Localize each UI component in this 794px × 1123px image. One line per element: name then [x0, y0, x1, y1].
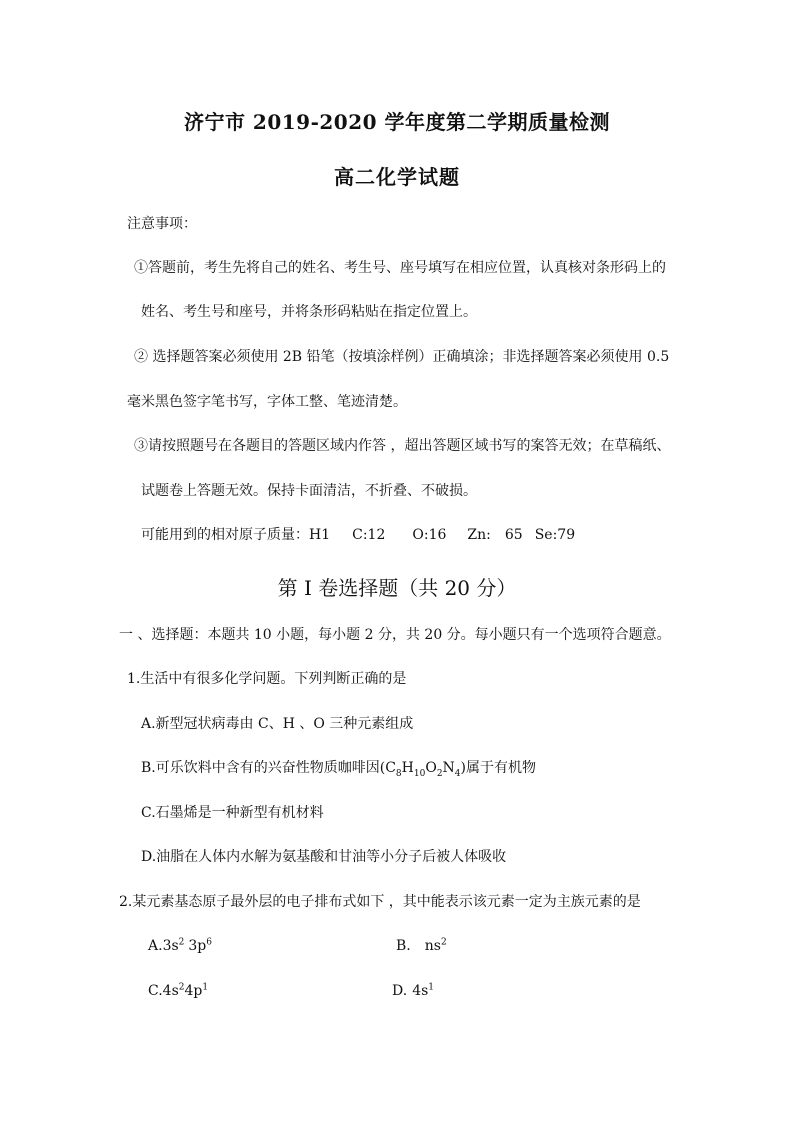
caffeine-formula — [385, 760, 461, 779]
q2-option-c-label: C. — [148, 983, 163, 999]
note-3-line-1: ③请按照题号在各题目的答题区域内作答 ，超出答题区域书写的案答无效；在草稿纸、 — [134, 438, 671, 454]
q2-option-a — [148, 937, 212, 955]
q2-c-orbital-2: 4p — [184, 983, 203, 999]
q2-c-orbital-1-count: 2 — [178, 982, 185, 993]
mass-zn-value: 65 — [504, 527, 523, 543]
formula-n: N — [442, 760, 455, 776]
exam-subtitle: 高二化学试题 — [334, 165, 460, 189]
q2-a-orbital-1: 3s — [162, 938, 179, 954]
notes-heading: 注意事项： — [127, 216, 197, 232]
q2-option-c — [148, 982, 208, 1000]
q1-option-b-prefix: B.可乐饮料中含有的兴奋性物质咖啡因( — [141, 760, 386, 776]
atomic-mass-line — [141, 526, 575, 544]
q1-option-b-suffix: )属于有机物 — [460, 760, 536, 776]
mass-zn-label: Zn: — [467, 527, 491, 543]
q1-option-a: A.新型冠状病毒由 C、H 、O 三种元素组成 — [141, 716, 414, 732]
q1-option-c: C.石墨烯是一种新型有机材料 — [141, 805, 324, 821]
q2-c-orbital-2-count: 1 — [202, 982, 209, 993]
formula-n-count: 4 — [454, 768, 461, 779]
atomic-mass-label: 可能用到的相对原子质量： — [141, 527, 309, 543]
q2-option-d — [392, 982, 434, 1000]
mass-o: O:16 — [412, 527, 447, 543]
note-1-line-2: 姓名、考生号和座号，并将条形码粘贴在指定位置上。 — [141, 304, 477, 320]
formula-c: C — [385, 760, 396, 776]
formula-o-count: 2 — [436, 768, 443, 779]
note-3-line-2: 试题卷上答题无效。保持卡面清洁，不折叠、不破损。 — [141, 483, 477, 499]
mass-c: C:12 — [352, 527, 386, 543]
section-instruction: 一 、选择题：本题共 10 小题，每小题 2 分，共 20 分。每小题只有一个选项符合题意。 — [119, 627, 671, 643]
q2-option-a-label: A. — [148, 938, 163, 954]
q2-a-orbital-2-count: 6 — [206, 937, 212, 948]
note-2-line-2: 毫米黑色签字笔书写，字体工整、笔迹清楚。 — [127, 394, 407, 410]
q2-stem: 2.某元素基态原子最外层的电子排布式如下 ，其中能表示该元素一定为主族元素的是 — [119, 894, 641, 910]
q2-d-orbital: 4s — [412, 983, 429, 999]
q1-option-b — [141, 759, 536, 777]
formula-h-count: 10 — [413, 768, 426, 779]
q2-option-d-label: D. — [392, 983, 408, 999]
q1-option-d: D.油脂在人体内水解为氨基酸和甘油等小分子后被人体吸收 — [141, 849, 507, 865]
q2-option-b — [396, 937, 447, 955]
formula-o: O — [425, 760, 437, 776]
mass-se: Se:79 — [534, 527, 576, 543]
exam-title: 济宁市 2019-2020 学年度第二学期质量检测 — [183, 110, 611, 134]
q2-b-orbital-count: 2 — [440, 937, 447, 948]
formula-h: H — [401, 760, 414, 776]
section-title: 第 I 卷选择题（共 20 分） — [277, 576, 517, 600]
formula-c-count: 8 — [395, 768, 402, 779]
q1-stem: 1.生活中有很多化学问题。下列判断正确的是 — [127, 671, 407, 687]
q2-a-orbital-1-count: 2 — [178, 937, 185, 948]
note-1-line-1: ①答题前，考生先将自己的姓名、考生号、座号填写在相应位置，认真核对条形码上的 — [134, 260, 666, 276]
q2-a-orbital-2: 3p — [188, 938, 207, 954]
note-2-line-1: ② 选择题答案必须使用 2B 铅笔（按填涂样例）正确填涂；非选择题答案必须使用 0.5 — [134, 349, 670, 365]
q2-d-orbital-count: 1 — [428, 982, 435, 993]
q2-option-b-label: B. — [396, 938, 411, 954]
q2-b-orbital: ns — [424, 938, 441, 954]
mass-h: H1 — [309, 527, 331, 543]
q2-c-orbital-1: 4s — [162, 983, 179, 999]
